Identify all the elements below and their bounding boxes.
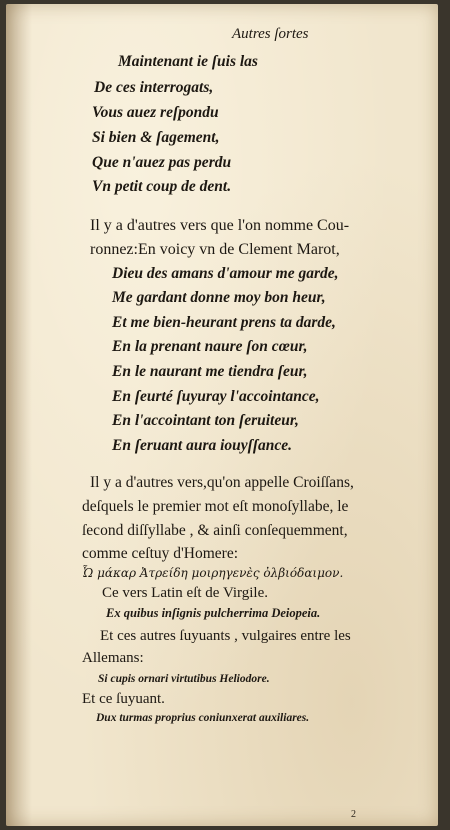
poem1-line: Vous auez reſpondu (92, 104, 219, 121)
running-head: Autres ſortes (232, 26, 309, 42)
book-page (6, 4, 438, 826)
paragraph-line: Et ce ſuyuant. (82, 691, 165, 707)
latin-verse: Ex quibus inſignis pulcherrima Deiopeia. (106, 606, 321, 620)
poem2-line: Et me bien-heurant prens ta darde, (112, 314, 336, 331)
page-gutter-shadow (6, 4, 32, 826)
paragraph-line: ronnez:En voicy vn de Clement Marot, (90, 241, 340, 258)
poem1-line: Que n'auez pas perdu (92, 154, 232, 171)
paragraph-line: Et ces autres ſuyuants , vulgaires entre les (100, 628, 351, 644)
paragraph-line: ſecond diſſyllabe , & ainſi conſequemment, (82, 522, 348, 539)
paragraph-line: comme ceſtuy d'Homere: (82, 545, 239, 562)
poem2-line: Me gardant donne moy bon heur, (112, 289, 326, 306)
poem1-line: Vn petit coup de dent. (92, 178, 232, 195)
poem2-line: En la prenant naure ſon cœur, (112, 338, 308, 355)
poem2-line: En ſeurté ſuyuray l'accointance, (112, 388, 320, 405)
poem2-line: En le naurant me tiendra ſeur, (112, 363, 308, 380)
paragraph-line: Ce vers Latin eſt de Virgile. (102, 585, 269, 601)
paragraph-line: Il y a d'autres vers,qu'on appelle Croiſſans, (90, 474, 354, 491)
page-number: 2 (351, 809, 356, 820)
poem2-line: En l'accointant ton ſeruiteur, (112, 412, 299, 429)
latin-verse: Dux turmas proprius coniunxerat auxiliares. (96, 712, 310, 724)
poem1-line: Maintenant ie ſuis las (118, 53, 258, 70)
poem2-line: Dieu des amans d'amour me garde, (112, 265, 339, 282)
poem2-line: En ſeruant aura iouyſſance. (112, 437, 292, 454)
poem1-line: Si bien & ſagement, (92, 129, 220, 146)
paragraph-line: deſquels le premier mot eſt monoſyllabe, le (82, 498, 349, 515)
latin-verse: Si cupis ornari virtutibus Heliodore. (98, 673, 270, 685)
greek-verse: Ὦ μάκαρ Ἀτρείδη μοιρηγενὲς ὀλβιόδαιμον. (82, 566, 344, 580)
paragraph-line: Il y a d'autres vers que l'on nomme Cou- (90, 217, 350, 234)
paragraph-line: Allemans: (82, 650, 144, 666)
poem1-line: De ces interrogats, (94, 79, 214, 96)
